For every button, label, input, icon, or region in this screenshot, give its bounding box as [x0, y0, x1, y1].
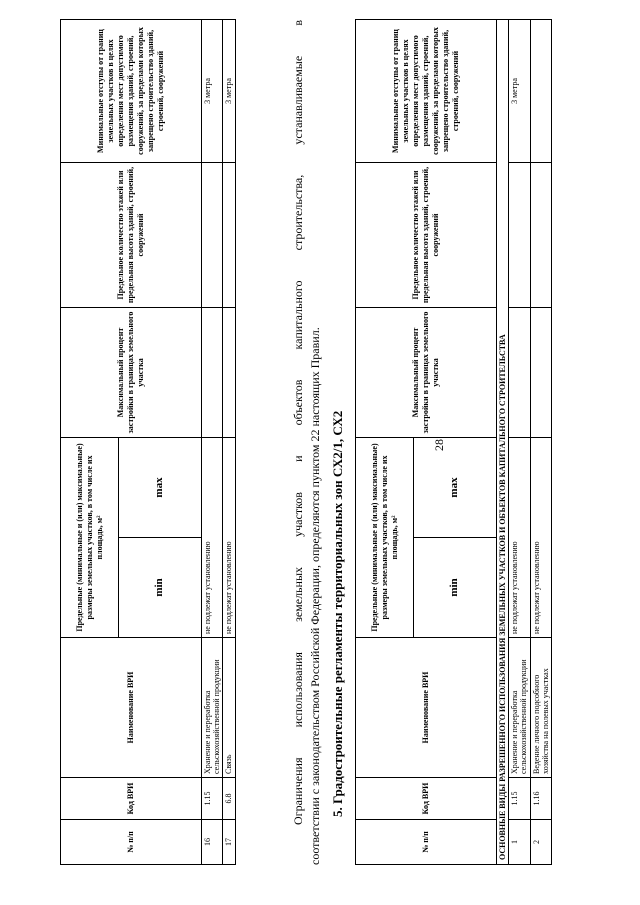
cell-percent [223, 308, 235, 438]
header-floors: Предельное количество этажей или предельная высота зданий, строений, сооружений [61, 163, 202, 308]
cell-num: 1 [509, 820, 530, 865]
cell-floors [223, 163, 235, 308]
header-row [356, 20, 414, 865]
cell-floors [530, 163, 551, 308]
page-number: 28 [432, 439, 446, 451]
cell-percent [509, 308, 530, 438]
table-row [530, 20, 551, 865]
cell-num: 2 [530, 820, 551, 865]
cell-code: 1.15 [202, 778, 223, 820]
header-percent: Максимальный процент застройки в границах земельного участка [61, 308, 202, 438]
cell-code: 1.16 [530, 778, 551, 820]
header-min: min [414, 538, 497, 638]
cell-percent [202, 308, 223, 438]
cell-setback: 3 метра [509, 20, 530, 163]
cell-name: Ведение личного подсобного хозяйства на полевых участках [530, 638, 551, 778]
table-row [509, 20, 530, 865]
cell-num: 16 [202, 820, 223, 865]
paragraph-line-2: соответствии с законодательством Российской Федерации, определяются пунктом 22 настоящих Правил. [307, 327, 322, 865]
table-row [223, 20, 235, 865]
header-size: Предельные (минимальные и (или) максимальные) размеры земельных участков, в том числе их площадь, м² [61, 438, 119, 638]
header-floors: Предельное количество этажей или предельная высота зданий, строений, сооружений [356, 163, 497, 308]
header-row [61, 20, 119, 865]
header-size: Предельные (минимальные и (или) максимальные) размеры земельных участков, в том числе их площадь, м² [356, 438, 414, 638]
cell-size: не подлежат установлению [223, 438, 235, 638]
header-name: Наименование ВРИ [356, 638, 497, 778]
cell-code: 6.8 [223, 778, 235, 820]
header-code: Код ВРИ [356, 778, 497, 820]
cell-setback: 3 метра [223, 20, 235, 163]
header-num: № п/п [356, 820, 497, 865]
cell-size: не подлежат установлению [509, 438, 530, 638]
header-code: Код ВРИ [61, 778, 202, 820]
header-setback: Минимальные отступы от границ земельных участков в целях определения мест допустимого размещения зданий, строений, сооружений, за пределами которых запрещено строительство зданий, строений, сооружений [356, 20, 497, 163]
regulations-table-top [60, 19, 236, 865]
table-row [202, 20, 223, 865]
section-band-row [497, 20, 509, 865]
cell-size: не подлежат установлению [202, 438, 223, 638]
cell-floors [202, 163, 223, 308]
section-title: 5. Градостроительные регламенты территориальных зон СХ2/1, СХ2 [330, 410, 345, 817]
cell-code: 1.15 [509, 778, 530, 820]
header-max: max [414, 438, 497, 538]
header-setback: Минимальные отступы от границ земельных участков в целях определения мест допустимого размещения зданий, строений, сооружений, за пределами которых запрещено строительство зданий, строений, сооружений [61, 20, 202, 163]
header-min: min [119, 538, 202, 638]
regulations-table-bottom [355, 19, 552, 865]
header-name: Наименование ВРИ [61, 638, 202, 778]
cell-setback: 3 метра [202, 20, 223, 163]
header-num: № п/п [61, 820, 202, 865]
section-band: ОСНОВНЫЕ ВИДЫ РАЗРЕШЕННОГО ИСПОЛЬЗОВАНИЯ ЗЕМЕЛЬНЫХ УЧАСТКОВ И ОБЪЕКТОВ КАПИТАЛЬНОГО СТРОИТЕЛЬСТВА [497, 20, 509, 865]
cell-name: Хранение и переработка сельскохозяйственной продукции [509, 638, 530, 778]
paragraph-line-1: Ограничения использования земельных участков и объектов капитального строительства, устанавливаемые в [291, 20, 305, 825]
cell-num: 17 [223, 820, 235, 865]
cell-name: Связь [223, 638, 235, 778]
header-max: max [119, 438, 202, 538]
cell-size: не подлежат установлению [530, 438, 551, 638]
cell-name: Хранение и переработка сельскохозяйственной продукции [202, 638, 223, 778]
restrictions-paragraph [290, 20, 324, 865]
cell-floors [509, 163, 530, 308]
header-percent: Максимальный процент застройки в границах земельного участка [356, 308, 497, 438]
cell-setback [530, 20, 551, 163]
cell-percent [530, 308, 551, 438]
